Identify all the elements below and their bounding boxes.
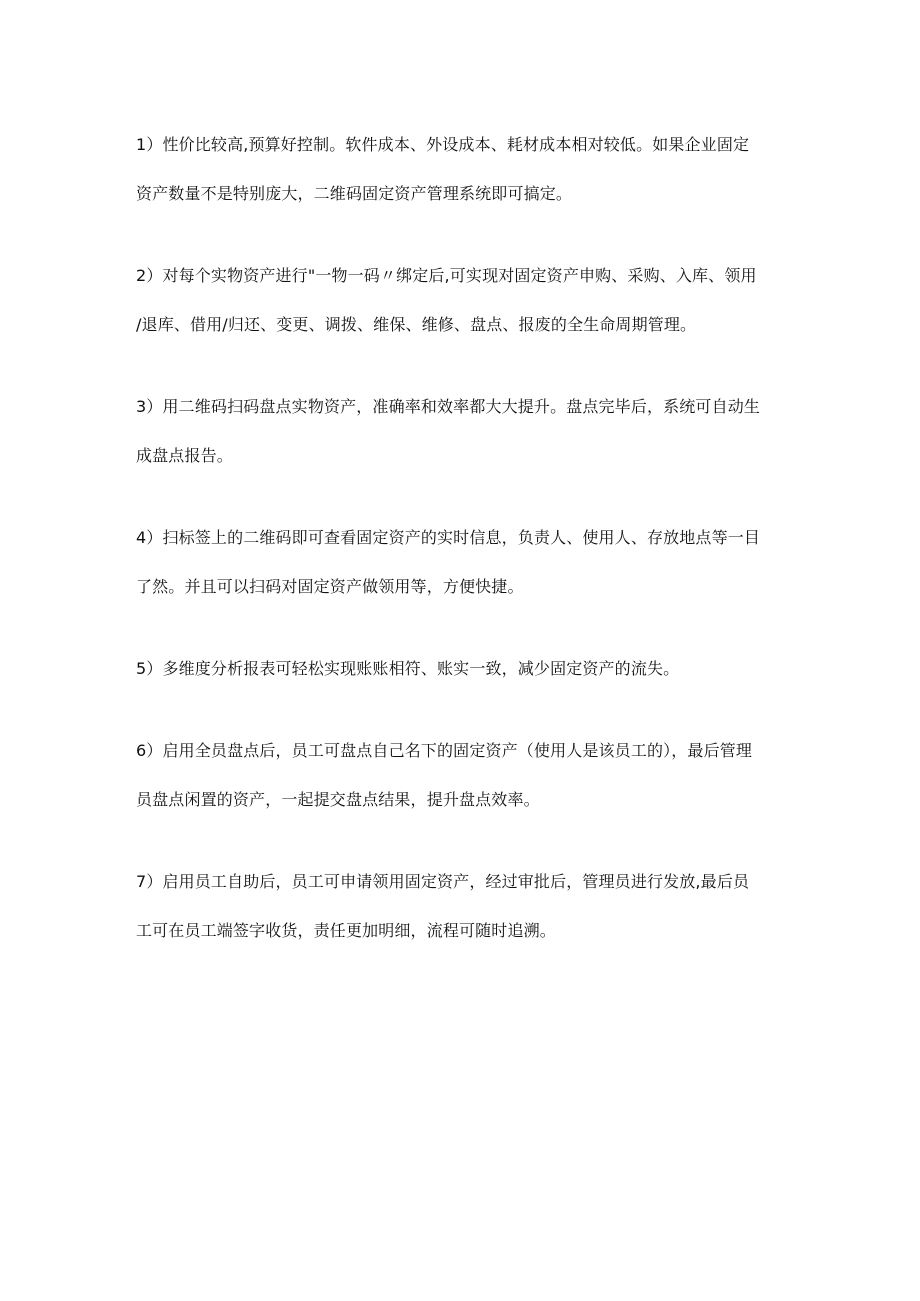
list-item-3 — [136, 390, 796, 488]
document-body — [136, 128, 796, 996]
text-line: 3）用二维码扫码盘点实物资产，准确率和效率都大大提升。盘点完毕后，系统可自动生 — [136, 397, 761, 416]
text-line: 6）启用全员盘点后，员工可盘点自己名下的固定资产（使用人是该员工的），最后管理 — [136, 741, 753, 760]
text-line: 员盘点闲置的资产，一起提交盘点结果，提升盘点效率。 — [136, 790, 540, 809]
text-line: 了然。并且可以扫码对固定资产做领用等，方便快捷。 — [136, 577, 524, 596]
text-line: 1）性价比较高,预算好控制。软件成本、外设成本、耗材成本相对较低。如果企业固定 — [136, 135, 750, 154]
text-line: /退库、借用/归还、变更、调拨、维保、维修、盘点、报废的全生命周期管理。 — [136, 315, 697, 334]
list-item-4 — [136, 521, 796, 619]
list-item-1 — [136, 128, 796, 226]
text-line: 4）扫标签上的二维码即可查看固定资产的实时信息，负责人、使用人、存放地点等一目 — [136, 528, 761, 547]
text-line: 资产数量不是特别庞大，二维码固定资产管理系统即可搞定。 — [136, 184, 573, 203]
text-line: 工可在员工端签字收货，责任更加明细，流程可随时追溯。 — [136, 921, 556, 940]
list-item-6 — [136, 734, 796, 832]
text-line: 5）多维度分析报表可轻松实现账账相符、账实一致，减少固定资产的流失。 — [136, 659, 680, 678]
text-line: 2）对每个实物资产进行"一物一码〃绑定后,可实现对固定资产申购、采购、入库、领用 — [136, 266, 757, 285]
list-item-5 — [136, 652, 796, 701]
text-line: 成盘点报告。 — [136, 446, 233, 465]
list-item-7 — [136, 865, 796, 963]
list-item-2 — [136, 259, 796, 357]
text-line: 7）启用员工自助后，员工可申请领用固定资产，经过审批后，管理员进行发放,最后员 — [136, 872, 750, 891]
